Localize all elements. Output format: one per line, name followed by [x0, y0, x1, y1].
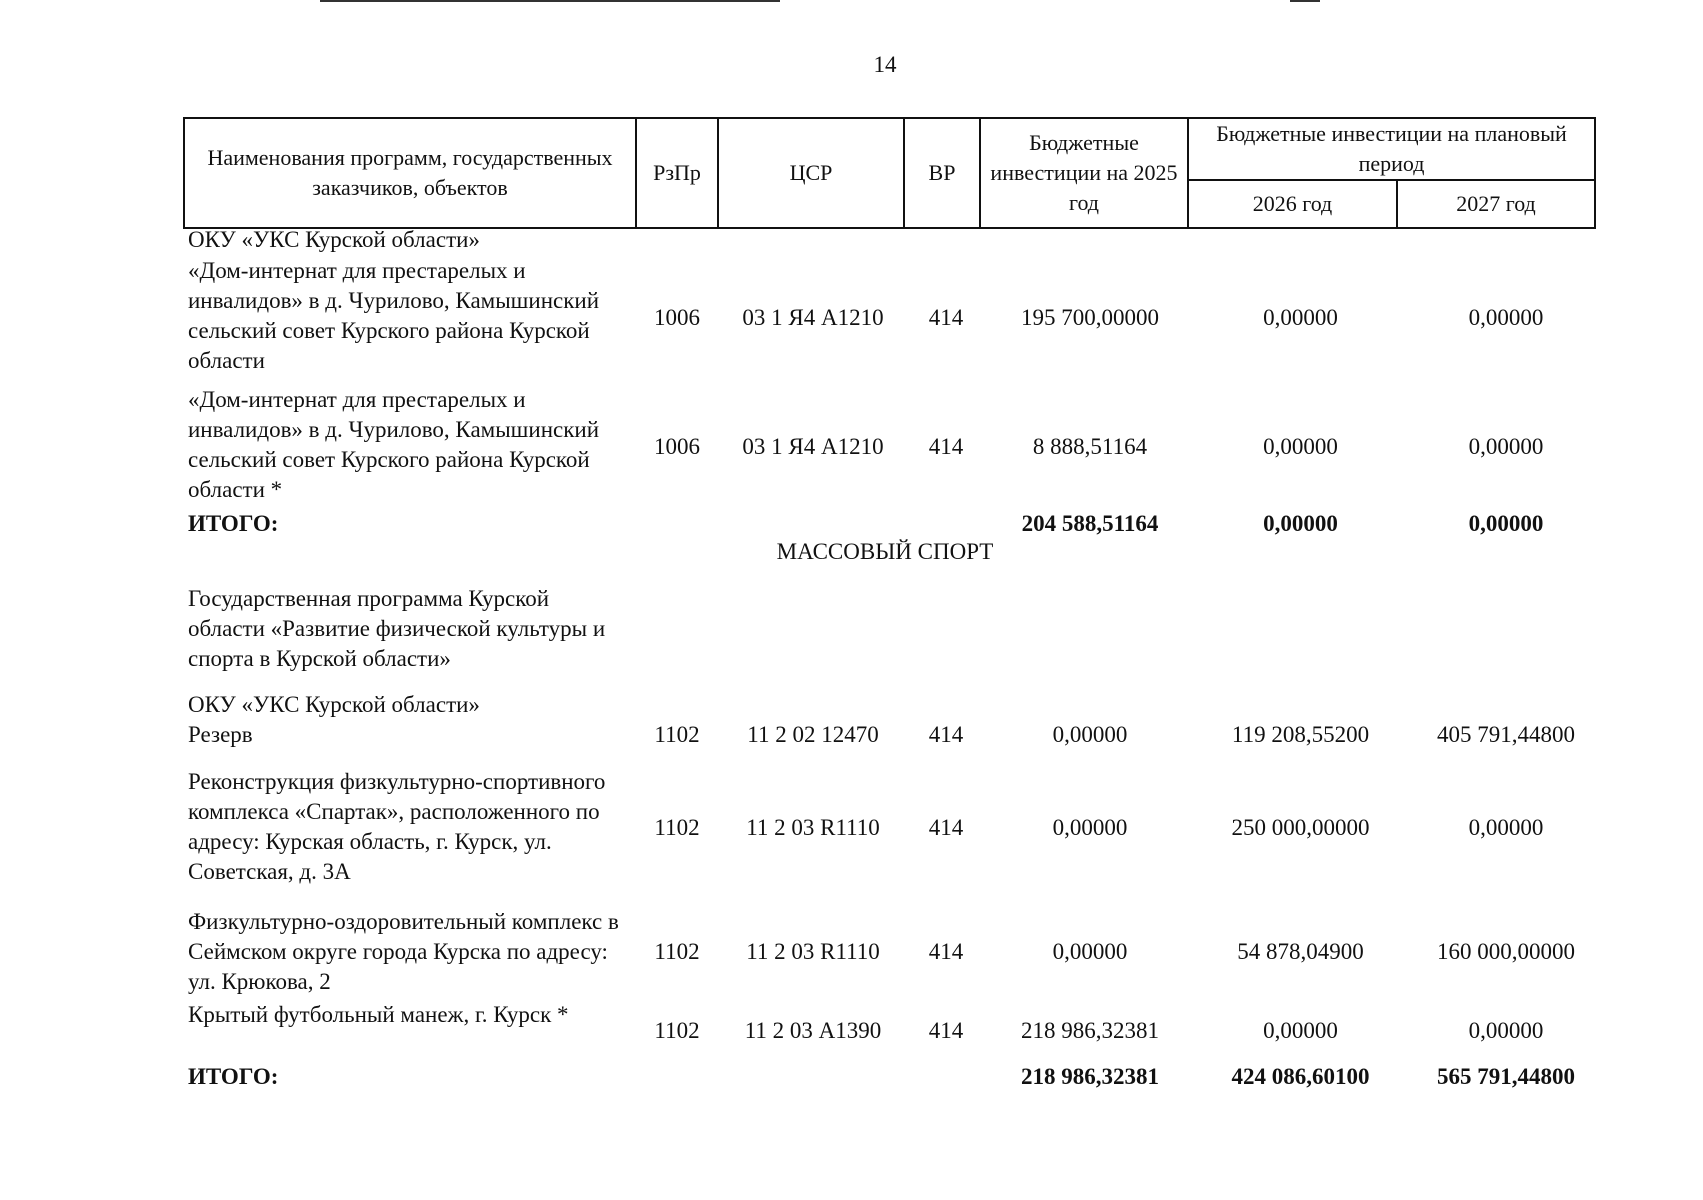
- total-label: ИТОГО:: [188, 511, 279, 536]
- value-2027: 0,00000: [1468, 815, 1544, 840]
- header-2027: 2027 год: [1397, 180, 1595, 228]
- csr-cell: 11 2 03 R1110: [746, 815, 880, 840]
- header-csr: ЦСР: [718, 118, 904, 228]
- value-2025: 195 700,00000: [1021, 305, 1159, 330]
- value-2026: 119 208,55200: [1231, 722, 1370, 747]
- value-2026: 0,00000: [1263, 434, 1338, 459]
- csr-cell: 11 2 02 12470: [747, 722, 879, 747]
- value-2026: 0,00000: [1263, 305, 1338, 330]
- table-row: [0, 385, 1703, 509]
- value-2026: 0,00000: [1263, 1018, 1338, 1043]
- table-row: [0, 767, 1703, 891]
- rzpr-cell: 1102: [654, 1018, 700, 1043]
- value-2026: 250 000,00000: [1231, 815, 1370, 840]
- vr-cell: 414: [928, 434, 964, 459]
- value-2025: 8 888,51164: [1032, 434, 1148, 459]
- value-2027: 0,00000: [1468, 305, 1544, 330]
- vr-cell: 414: [928, 305, 964, 330]
- vr-cell: 414: [928, 722, 964, 747]
- object-name: Физкультурно-оздоровительный комплекс в Сеймском округе города Курска по адресу: ул. Крюкова, 2: [188, 909, 619, 994]
- table-row: [0, 907, 1703, 1000]
- object-name: Реконструкция физкультурно-спортивного комплекса «Спартак», расположенного по адресу: Курская область, г. Курск, ул. Советская, д. 3А: [188, 769, 606, 884]
- scan-top-line: [320, 0, 780, 2]
- table-header: [183, 117, 1596, 229]
- rzpr-cell: 1006: [654, 434, 700, 459]
- value-2027: 405 791,44800: [1437, 722, 1575, 747]
- total-2025: 204 588,51164: [1021, 511, 1159, 536]
- rzpr-cell: 1102: [654, 939, 700, 964]
- total-2026: 0,00000: [1263, 511, 1338, 536]
- page-number: 14: [873, 52, 897, 77]
- table-row: [0, 256, 1703, 380]
- table-row: [0, 1000, 1703, 1062]
- total-2026: 424 086,60100: [1231, 1064, 1370, 1089]
- object-name: «Дом-интернат для престарелых и инвалидов» в д. Чурилово, Камышинский сельский совет Курского района Курской области *: [188, 387, 600, 502]
- rzpr-cell: 1006: [654, 305, 700, 330]
- value-2025: 218 986,32381: [1021, 1018, 1159, 1043]
- header-rzpr: РзПр: [636, 118, 718, 228]
- header-investments-planned: Бюджетные инвестиции на плановый период: [1188, 118, 1595, 180]
- scan-top-line: [1290, 0, 1320, 2]
- header-investments-2025: Бюджетные инвестиции на 2025 год: [980, 118, 1188, 228]
- csr-cell: 11 2 03 R1110: [746, 939, 880, 964]
- header-vr: ВР: [904, 118, 980, 228]
- vr-cell: 414: [928, 939, 964, 964]
- rzpr-cell: 1102: [654, 722, 700, 747]
- header-name-column: Наименования программ, государственных заказчиков, объектов: [184, 118, 636, 228]
- value-2025: 0,00000: [1052, 939, 1128, 964]
- value-2025: 0,00000: [1052, 722, 1128, 747]
- total-2027: 565 791,44800: [1437, 1064, 1575, 1089]
- value-2026: 54 878,04900: [1237, 939, 1364, 964]
- total-2025: 218 986,32381: [1021, 1064, 1159, 1089]
- rzpr-cell: 1102: [654, 815, 700, 840]
- value-2027: 0,00000: [1468, 434, 1544, 459]
- csr-cell: 03 1 Я4 А1210: [742, 434, 884, 459]
- csr-cell: 11 2 03 А1390: [744, 1018, 882, 1043]
- csr-cell: 03 1 Я4 А1210: [742, 305, 884, 330]
- header-2026: 2026 год: [1188, 180, 1397, 228]
- total-label: ИТОГО:: [188, 1064, 279, 1089]
- vr-cell: 414: [928, 1018, 964, 1043]
- object-name: «Дом-интернат для престарелых и инвалидов» в д. Чурилово, Камышинский сельский совет Курского района Курской области: [188, 258, 600, 373]
- object-name: Крытый футбольный манеж, г. Курск *: [188, 1002, 569, 1027]
- section-title: МАССОВЫЙ СПОРТ: [776, 539, 994, 564]
- total-2027: 0,00000: [1468, 511, 1544, 536]
- value-2025: 0,00000: [1052, 815, 1128, 840]
- vr-cell: 414: [928, 815, 964, 840]
- value-2027: 0,00000: [1468, 1018, 1544, 1043]
- object-name: Резерв: [188, 722, 253, 747]
- value-2027: 160 000,00000: [1437, 939, 1575, 964]
